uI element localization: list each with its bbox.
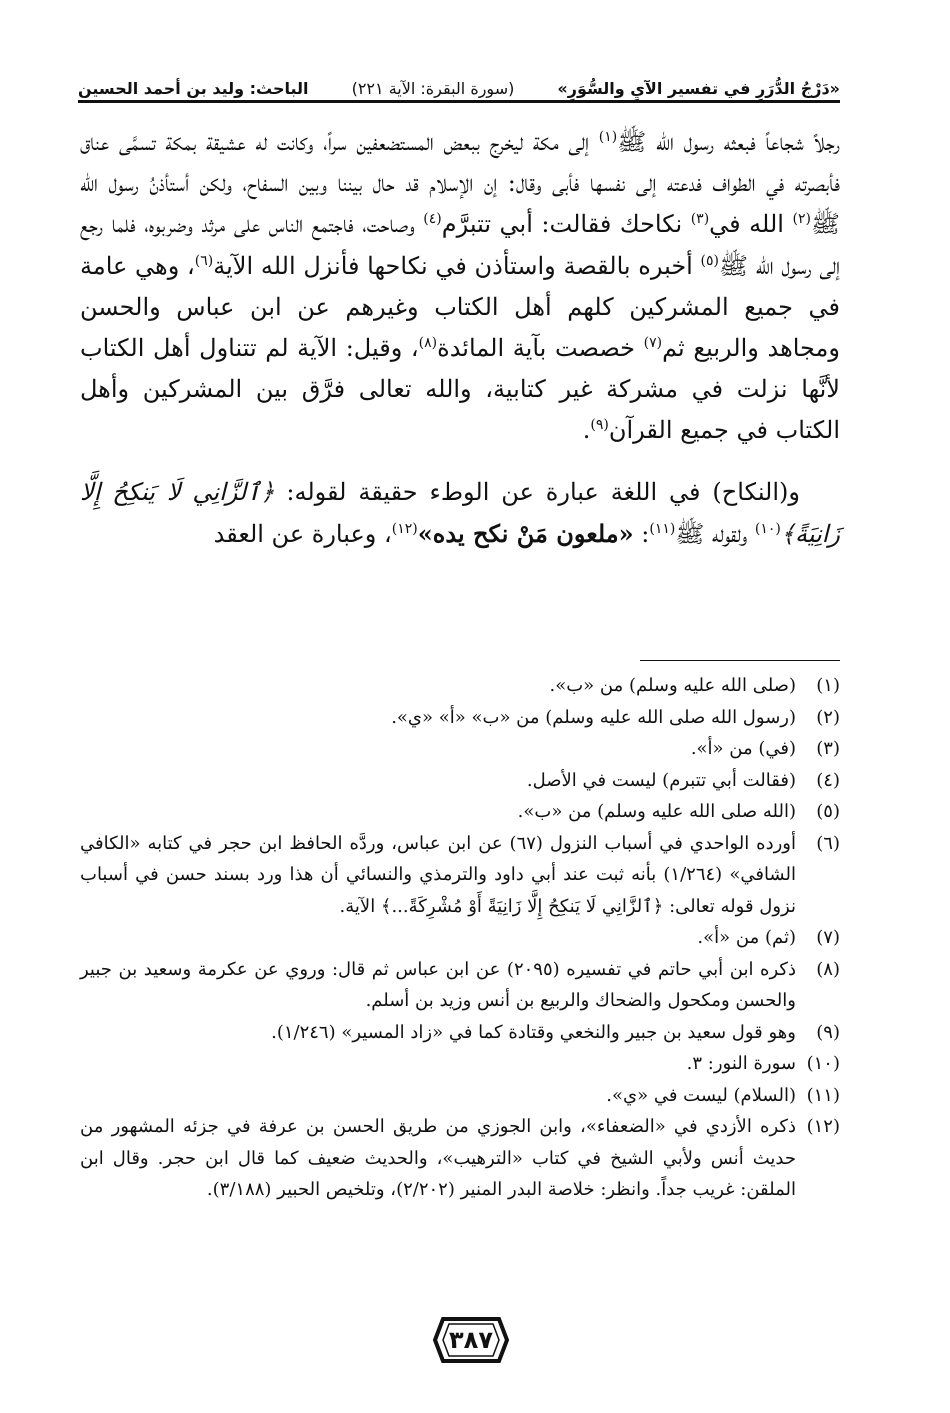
main-text	[80, 122, 840, 555]
text-run: و(النكاح) في اللغة عبارة عن الوطء حقيقة لقوله:	[274, 477, 800, 506]
text-run: :	[633, 519, 650, 548]
footnote-ref-5[interactable]: (٥)	[700, 252, 719, 269]
text-run: ، وقيل: الآية لم تتناول أهل الكتاب لأنَّها نزلت في مشركة غير كتابية، والله تعالى فرَّق بين المشركين وأهل الكتاب في جميع القرآن	[80, 334, 840, 445]
footnote-item	[80, 1111, 840, 1206]
footnote-item	[80, 828, 840, 923]
footnotes-separator	[640, 660, 840, 661]
footnote-item	[80, 670, 840, 702]
footnote-ref-7[interactable]: (٧)	[643, 335, 663, 352]
footnote-ref-9[interactable]: (٩)	[590, 417, 609, 434]
footnote-number: (٦)	[816, 832, 840, 854]
footnote-item	[80, 1017, 840, 1049]
footnote-item	[80, 733, 840, 765]
book-title: «دَرْجُ الدُّرَرِ في تفسير الآيِ والسُّوَرِ»	[557, 79, 840, 98]
footnote-text: (فقالت أبي تتبرم) ليست في الأصل.	[526, 769, 796, 791]
paragraph-2	[80, 472, 840, 555]
footnote-text: (رسول الله صلى الله عليه وسلم) من «ب» «أ» «ي».	[391, 706, 796, 728]
header-rule	[78, 100, 840, 103]
text-run: ، وعبارة عن العقد	[213, 519, 392, 548]
footnote-number: (٨)	[816, 958, 840, 980]
footnote-text: ذكره ابن أبي حاتم في تفسيره (٢٠٩٥) عن ابن عباس ثم قال: وروي عن عكرمة وسعيد بن جبير والحسن ومكحول والضحاك والربيع بن أنس وزيد بن أسلم.	[80, 958, 797, 1011]
footnote-text: ذكره الأزدي في «الضعفاء»، وابن الجوزي من طريق الحسن بن عرفة في جزئه المشهور من حديث أنس ولأبي الشيخ في كتاب «الترهيب»، والحديث ضعيف كما قال ابن حجر. وقال ابن الملقن: غريب جداً. وانظر: خلاصة البدر المنير (٢/٢٠٢)، وتلخيص الحبير (٣/١٨٨).	[80, 1116, 796, 1200]
footnote-item	[80, 1080, 840, 1112]
footnote-ref-10[interactable]: (١٠)	[754, 520, 781, 537]
footnote-text: أورده الواحدي في أسباب النزول (٦٧) عن ابن عباس، وردَّه الحافظ ابن حجر في كتابه «الكافي الشافي» (١/٢٦٤) بأنه ثبت عند أبي داود والترمذي والنسائي أن هذا ورد بسند حسن في أسباب نزول قوله تعالى: ﴿ٱلزَّانِي لَا يَنكِحُ إِلَّا زَانِيَةً أَوْ مُشْرِكَةً...﴾ الآية.	[80, 832, 796, 917]
text-run: .	[582, 416, 591, 445]
running-header	[78, 62, 840, 98]
text-run: إلى مكة ليخرج ببعض المستضعفين سراً، وكانت له عشيقة بمكة تسمَّى عناق فأبصرته في الطواف فدعته إلى نفسها فأبى وقال: إن الإسلام قد حال بيننا وبين السفاح، ولكن أستأذنُ رسول الله ﷺ	[80, 128, 840, 239]
footnotes-list	[80, 670, 840, 1206]
footnote-text: (السلام) ليست في «ي».	[606, 1084, 796, 1106]
footnote-text: سورة النور: ٣.	[686, 1053, 796, 1074]
text-run: وصاحت، فاجتمع الناس على مرثد وضربوه، فلما رجع إلى رسول الله ﷺ	[80, 210, 841, 280]
footnote-number: (٧)	[816, 927, 840, 948]
footnote-item	[80, 922, 840, 954]
quran-verse: ﴿ٱلزَّانِي لَا يَنكِحُ إِلَّا زَانِيَةً﴾	[80, 477, 840, 548]
footnote-ref-6[interactable]: (٦)	[194, 252, 214, 269]
footnote-ref-1[interactable]: (١)	[598, 129, 618, 145]
text-run: أخبره بالقصة واستأذن في نكاحها فأنزل الله الآية	[213, 251, 701, 280]
surah-reference: (سورة البقرة: الآية ٢٢١)	[351, 79, 515, 98]
footnote-number: (١٠)	[806, 1053, 840, 1074]
researcher-name: الباحث: وليد بن أحمد الحسين	[78, 79, 309, 98]
footnote-item	[80, 702, 840, 734]
text-run: الله في	[709, 210, 793, 239]
footnote-number: (٤)	[816, 769, 840, 791]
footnote-ref-3[interactable]: (٣)	[690, 211, 710, 228]
footnote-number: (١)	[816, 675, 840, 696]
text-run: رجلاً شجاعاً فبعثه رسول الله ﷺ	[617, 128, 840, 156]
footnote-ref-2[interactable]: (٢)	[792, 211, 811, 228]
footnote-ref-4[interactable]: (٤)	[423, 211, 442, 228]
text-run: ولقوله ﷺ	[675, 519, 755, 548]
footnote-text: (في) من «أ».	[690, 738, 796, 759]
page-number: ٣٨٧	[449, 1326, 493, 1354]
footnote-item	[80, 765, 840, 797]
footnote-ref-11[interactable]: (١١)	[649, 520, 676, 537]
footnote-text: (الله صلى الله عليه وسلم) من «ب».	[517, 801, 796, 822]
text-run: ، وهي عامة في جميع المشركين كلهم أهل الكتاب وغيرهم عن ابن عباس والحسن ومجاهد والربيع ثم	[80, 251, 840, 363]
footnote-ref-8[interactable]: (٨)	[418, 335, 438, 352]
text-run: خصصت بآية المائدة	[437, 334, 644, 363]
footnote-item	[80, 796, 840, 828]
footnote-number: (٣)	[816, 738, 840, 759]
footnote-ref-12[interactable]: (١٢)	[391, 520, 418, 537]
paragraph-1	[80, 122, 840, 452]
footnote-number: (٩)	[816, 1021, 840, 1043]
footnote-text: (ثم) من «أ».	[697, 927, 796, 948]
footnote-item	[80, 1048, 840, 1080]
footnote-text: وهو قول سعيد بن جبير والنخعي وقتادة كما في «زاد المسير» (١/٢٤٦).	[271, 1021, 796, 1043]
footnote-number: (٥)	[816, 801, 840, 822]
footnote-number: (٢)	[816, 706, 840, 728]
footnote-number: (١١)	[806, 1084, 840, 1106]
text-run: نكاحك فقالت: أبي تتبرَّم	[441, 210, 691, 239]
hadith-quote: «ملعون مَنْ نكح يده»	[417, 518, 634, 548]
footnote-number: (١٢)	[806, 1116, 840, 1137]
page-number-ornament	[433, 1315, 509, 1365]
footnote-text: (صلى الله عليه وسلم) من «ب».	[549, 675, 796, 696]
footnote-item	[80, 954, 840, 1017]
